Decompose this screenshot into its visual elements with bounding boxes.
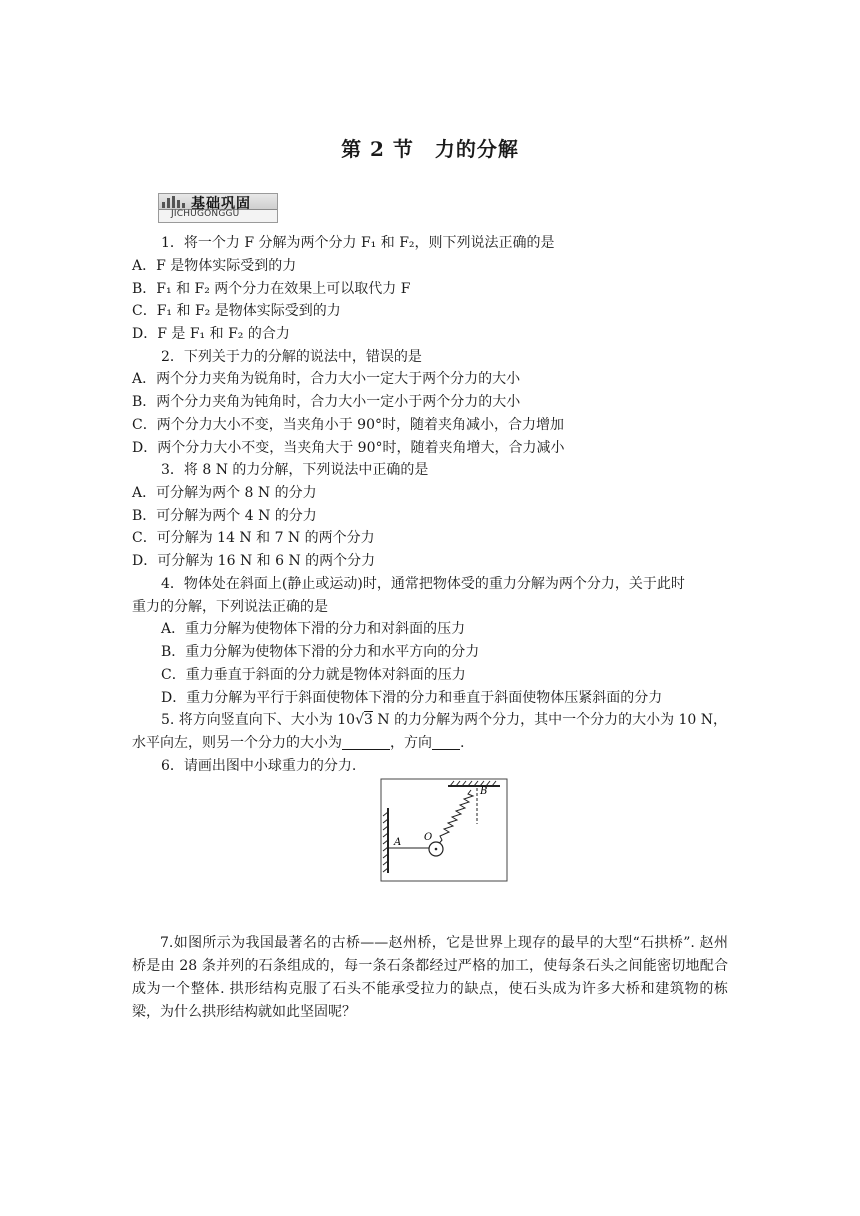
bars-icon (162, 196, 188, 208)
diagram-frame (381, 779, 507, 881)
q5-line1 (161, 710, 727, 730)
q2-option-d: D．两个分力大小不变，当夹角大于 90°时，随着夹角增大，合力减小 (132, 440, 565, 456)
section-badge (158, 193, 278, 223)
q1-stem: 1．将一个力 F 分解为两个分力 F₁ 和 F₂，则下列说法正确的是 (161, 235, 555, 251)
spring (437, 790, 473, 846)
q5-text-part2: N 的力分解为两个分力，其中一个分力的大小为 10 N， (372, 712, 728, 728)
q4-stem-line2: 重力的分解，下列说法正确的是 (132, 599, 328, 615)
section-badge-title: 基础巩固 (191, 196, 251, 212)
q2-option-b: B．两个分力夹角为钝角时，合力大小一定小于两个分力的大小 (132, 394, 521, 410)
q3-option-c: C．可分解为 14 N 和 7 N 的两个分力 (132, 530, 375, 546)
q5-text-line2c: . (460, 735, 465, 751)
label-o: O (424, 832, 433, 843)
q1-option-a: A．F 是物体实际受到的力 (132, 258, 297, 274)
q2-option-a: A．两个分力夹角为锐角时，合力大小一定大于两个分力的大小 (132, 371, 521, 387)
q5-line2 (132, 733, 464, 753)
q5-text-line2a: 水平向左，则另一个分力的大小为 (132, 735, 342, 751)
q3-option-b: B．可分解为两个 4 N 的分力 (132, 508, 317, 524)
q4-stem-line1: 4．物体处在斜面上(静止或运动)时，通常把物体受的重力分解为两个分力，关于此时 (161, 576, 685, 592)
q1-option-c: C．F₁ 和 F₂ 是物体实际受到的力 (132, 303, 341, 319)
q3-stem: 3．将 8 N 的力分解，下列说法中正确的是 (161, 462, 429, 478)
q3-option-d: D．可分解为 16 N 和 6 N 的两个分力 (132, 553, 376, 569)
q3-option-a: A．可分解为两个 8 N 的分力 (132, 485, 317, 501)
q5-root: 3 (364, 712, 373, 728)
q2-stem: 2．下列关于力的分解的说法中，错误的是 (161, 349, 422, 365)
section-badge-subtitle: JICHUGONGGU (171, 209, 240, 219)
q1-option-d: D．F 是 F₁ 和 F₂ 的合力 (132, 326, 290, 342)
q7-paragraph: 7.如图所示为我国最著名的古桥——赵州桥，它是世界上现存的最早的大型“石拱桥”. 赵州桥是由 28 条并列的石条组成的，每一条石条都经过严格的加工，使每条石头之间能密切地配合成为一个整体. 拱形结构克服了石头不能承受拉力的缺点，使石头成为许多大桥和建筑物的栋梁，为什么拱形结构就如此坚固呢？ (132, 935, 728, 1020)
q1-option-b: B．F₁ 和 F₂ 两个分力在效果上可以取代力 F (132, 281, 411, 297)
q4-option-a: A．重力分解为使物体下滑的分力和对斜面的压力 (161, 621, 466, 637)
spring-ball-diagram (380, 778, 508, 882)
q5-text-part1: 5. 将方向竖直向下、大小为 10 (161, 712, 356, 728)
q6-stem: 6．请画出图中小球重力的分力. (161, 758, 357, 774)
page-title: 第 2 节 力的分解 (341, 137, 519, 161)
sqrt-sign: √ (355, 712, 364, 728)
label-a: A (394, 837, 402, 848)
q5-blank-magnitude[interactable] (342, 735, 390, 750)
q4-option-b: B．重力分解为使物体下滑的分力和水平方向的分力 (161, 644, 480, 660)
q4-option-d: D．重力分解为平行于斜面使物体下滑的分力和垂直于斜面使物体压紧斜面的分力 (161, 690, 663, 706)
label-b: B (480, 786, 488, 797)
q5-text-line2b: ，方向 (390, 735, 432, 751)
q5-blank-direction[interactable] (432, 735, 460, 750)
q2-option-c: C．两个分力大小不变，当夹角小于 90°时，随着夹角减小，合力增加 (132, 417, 564, 433)
q4-option-c: C．重力垂直于斜面的分力就是物体对斜面的压力 (161, 667, 466, 683)
ball-center (435, 848, 438, 851)
